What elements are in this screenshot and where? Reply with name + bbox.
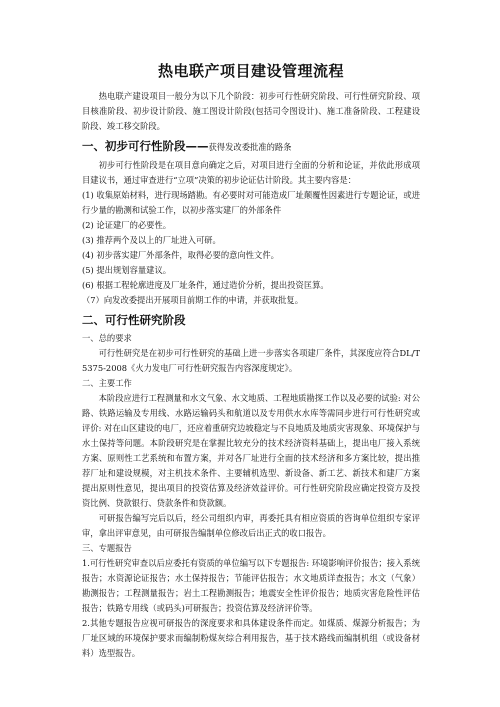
subsection-paragraph: 本阶段应进行工程测量和水文气象、水文地质、工程地质勘探工作以及必要的试验: 对公路、铁路运输及专用线、水路运输码头和航道以及专用供水水库等需同步进行可行性研究或评价: 对在山区建设的电厂，还应着重研究边坡稳定与不良地质及地质灾害现象、环境保护与水土保持等问题。本阶段研究是在掌握比较充分的技术经济资料基础上，提出电厂接入系统方案、原则性工艺系统和布置方案，并对各厂址进行全面的技术经济和多方案比较，提出推荐厂址和建设规模，对主机技术条件、主要辅机选型、新设备、新工艺、新技术和建厂方案提出原则性意见，提出项目的投资估算及经济效益评价。可行性研究阶段应确定投资方及投资比例、贷款银行、贷款条件和贷款额。	[82, 393, 420, 508]
document-title: 热电联产项目建设管理流程	[157, 62, 344, 80]
section1-item: (6) 根据工程轮廓进度及厂址条件，通过造价分析，提出投资匡算。	[82, 280, 329, 290]
section1-item: (1) 收集原始材料，进行现场踏勘。有必要时对可能造成厂址颠覆性因素进行专题论证，或进行少量的勘测和试验工作，以初步落实建厂的外部条件	[82, 190, 420, 215]
section1-item: (2) 论证建厂的必要性。	[82, 220, 172, 230]
section1-heading	[82, 138, 420, 155]
intro-paragraph: 热电联产建设项目一般分为以下几个阶段：初步可行性研究阶段、可行性研究阶段、项目核准阶段、初步设计阶段、施工图设计阶段(包括司令图设计)、施工准备阶段、工程建设阶段、竣工移交阶段。	[82, 91, 420, 131]
section1-item: (5) 提出规划容量建议。	[82, 265, 172, 275]
subsection-paragraph: 可行性研究是在初步可行性研究的基础上进一步落实各项建厂条件，其深度应符合DL/T 5375-2008《火力发电厂可行性研究报告内容深度规定》。	[82, 348, 420, 373]
subsection-list-item: 2.其他专题报告应视可研报告的深度要求和具体建设条件而定。如煤质、煤源分析报告；为厂址区域的环境保护要求而编制粉煤灰综合利用报告，基于技术路线而编制机组（或设备材料）选型报告。	[82, 618, 420, 658]
subsection-title: 二、主要工作	[82, 378, 132, 388]
subsection-paragraph: 可研报告编写完后以后，经公司组织内审，再委托具有相应资质的咨询单位组织专家评审，拿出评审意见，由可研报告编制单位修改后出正式的收口报告。	[82, 513, 420, 538]
section1-item: （7）向发改委提出开展项目前期工作的申请，并获取批复。	[82, 295, 303, 305]
subsection-list-item: 1.可行性研究审查以后应委托有资质的单位编写以下专题报告: 环境影响评价报告；接入系统报告；水资源论证报告；水土保持报告；节能评估报告；水文地质详查报告；水文（气象）勘测报告；工程测量报告；岩土工程勘测报告；地震安全性评价报告；地质灾害危险性评估报告；铁路专用线（或码头)可研报告；投资估算及经济评价等。	[82, 558, 420, 613]
section1-title: 一、初步可行性阶段——	[82, 139, 209, 153]
subsection-title: 一、总的要求	[82, 333, 132, 343]
section2-heading: 二、可行性研究阶段	[82, 313, 186, 327]
subsection-title: 三、专题报告	[82, 543, 132, 553]
section1-item: (3) 推荐两个及以上的厂址进入可研。	[82, 235, 221, 245]
section1-item: (4) 初步落实建厂外部条件，取得必要的意向性文件。	[82, 250, 279, 260]
section1-paragraph: 初步可行性阶段是在项目意向确定之后，对项目进行全面的分析和论证，并依此形成项目建议书，通过审查进行“立项”决策的初步论证估计阶段。其主要内容是：	[82, 160, 420, 185]
section1-subheading: 获得发改委批准的路条	[208, 142, 292, 152]
